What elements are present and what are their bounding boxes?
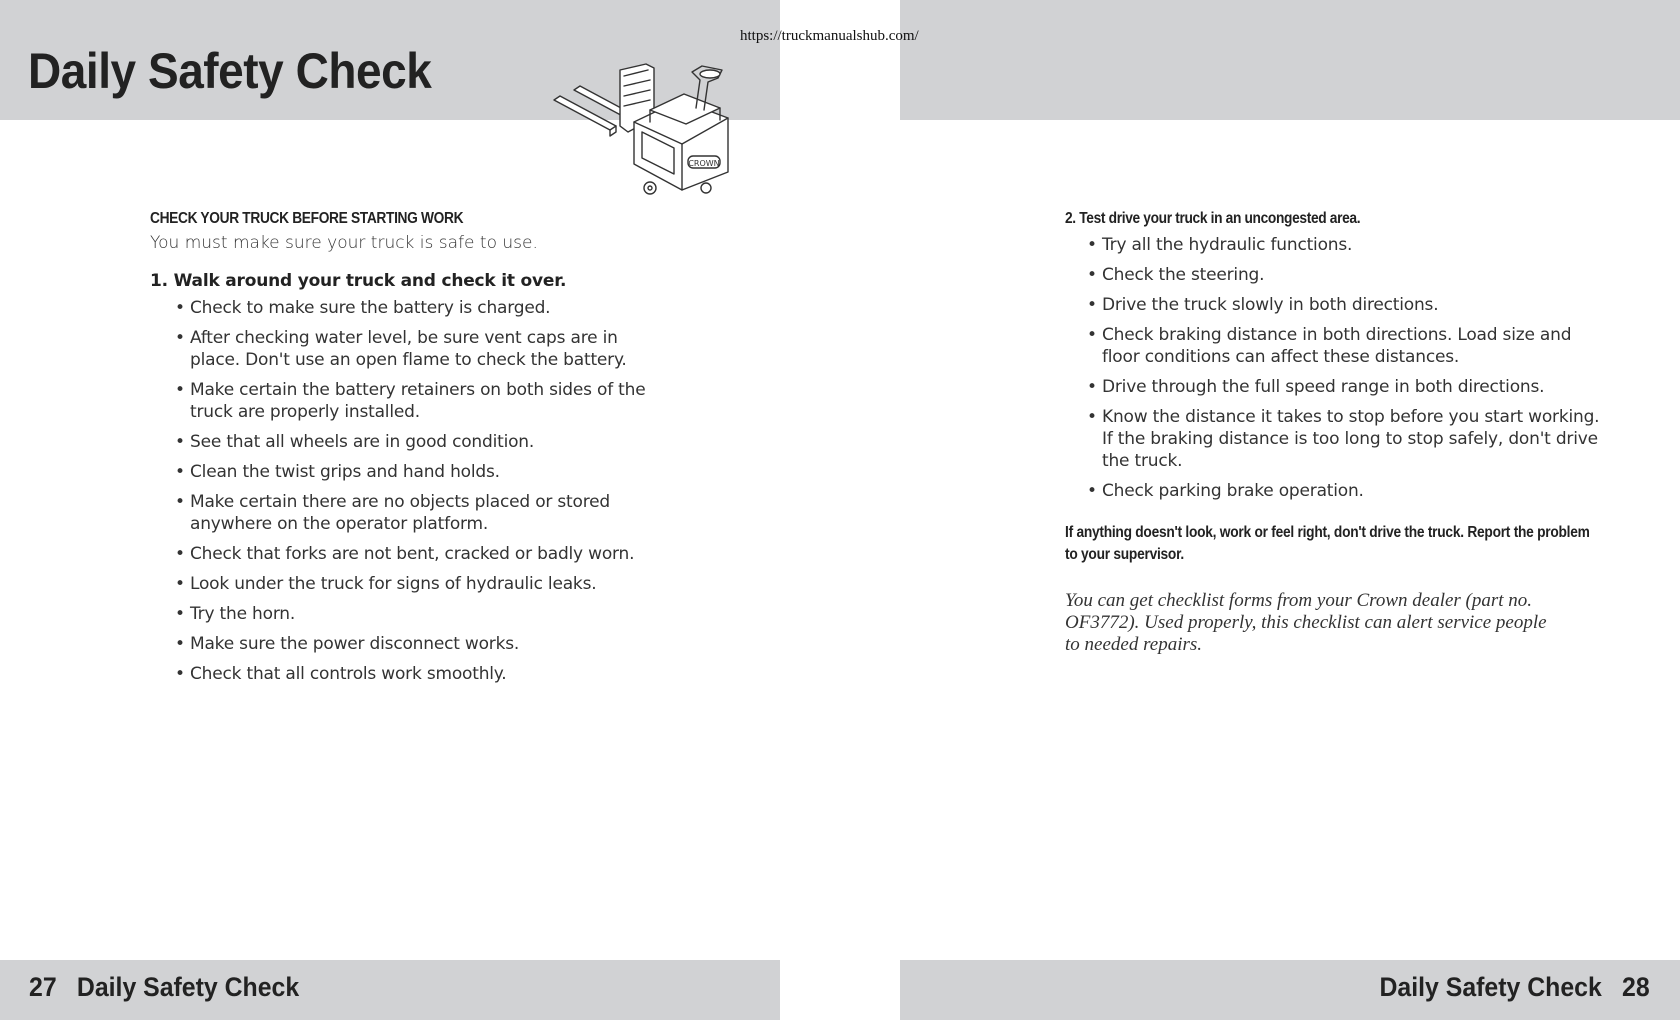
footer-right [1380,972,1650,1003]
list-item: • Make certain the battery retainers on both sides of the truck are properly installed. [175,379,670,423]
intro-text: You must make sure your truck is safe to use. [150,233,538,253]
step-1-list [175,297,670,685]
footer-left [29,972,299,1003]
warning-text: If anything doesn't look, work or feel right, don't drive the truck. Report the problem to your supervisor. [1065,524,1590,563]
list-item: • Check the steering. [1087,264,1605,286]
header-band-right [900,0,1680,120]
list-item: • Make sure the power disconnect works. [175,633,670,655]
list-item: • Check to make sure the battery is charged. [175,297,670,319]
list-item: • Look under the truck for signs of hydraulic leaks. [175,573,670,595]
checklist-note: You can get checklist forms from your Crown dealer (part no. OF3772). Used properly, this checklist can alert service people to needed repairs. [1065,590,1547,655]
list-item: • Check that all controls work smoothly. [175,663,670,685]
step-2-list [1087,234,1605,502]
page-number-left: 27 [29,972,57,1002]
list-item: • Make certain there are no objects placed or stored anywhere on the operator platform. [175,491,670,535]
page-title: Daily Safety Check [28,43,432,99]
source-url[interactable]: https://truckmanualshub.com/ [740,28,919,44]
list-item: • See that all wheels are in good condition. [175,431,670,453]
list-item: • Try the horn. [175,603,670,625]
step-1-heading: 1. Walk around your truck and check it over. [150,271,567,291]
list-item: • After checking water level, be sure vent caps are in place. Don't use an open flame to check the battery. [175,327,670,371]
brand-mark: CROWN [688,159,720,168]
list-item: • Know the distance it takes to stop before you start working. If the braking distance is too long to stop safely, don't drive the truck. [1087,406,1605,472]
section-heading: CHECK YOUR TRUCK BEFORE STARTING WORK [150,210,464,227]
list-item: • Try all the hydraulic functions. [1087,234,1605,256]
page-number-right: 28 [1622,972,1650,1002]
left-page-content [150,210,670,693]
right-page-content [1065,210,1605,656]
list-item: • Drive the truck slowly in both directions. [1087,294,1605,316]
list-item: • Check parking brake operation. [1087,480,1605,502]
list-item: • Clean the twist grips and hand holds. [175,461,670,483]
list-item: • Check braking distance in both directions. Load size and floor conditions can affect these distances. [1087,324,1605,368]
list-item: • Check that forks are not bent, cracked or badly worn. [175,543,670,565]
list-item: • Drive through the full speed range in both directions. [1087,376,1605,398]
footer-label-right: Daily Safety Check [1379,972,1603,1002]
step-2-heading: 2. Test drive your truck in an uncongested area. [1065,210,1361,227]
pallet-truck-icon [550,62,740,202]
footer-label-left: Daily Safety Check [76,972,300,1002]
